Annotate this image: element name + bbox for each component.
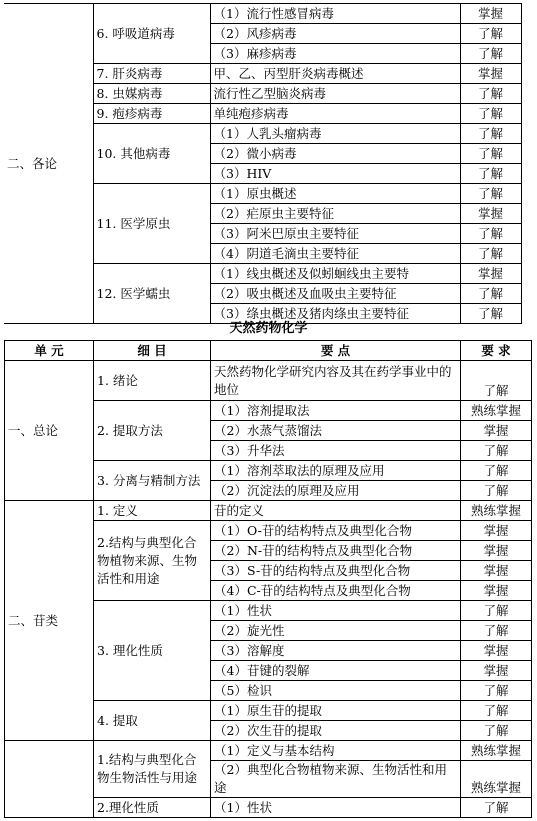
unit-cell: 一、总论 (5, 361, 94, 501)
requirement-cell: 了解 (461, 461, 532, 481)
point-cell: （1）人乳头瘤病毒 (210, 124, 460, 144)
requirement-cell: 熟练掌握 (461, 401, 532, 421)
requirement-cell: 熟练掌握 (461, 741, 532, 761)
requirement-cell: 了解 (460, 24, 521, 44)
requirement-cell: 了解 (460, 124, 521, 144)
requirement-cell: 了解 (460, 164, 521, 184)
requirement-cell: 掌握 (461, 661, 532, 681)
point-cell: （4）阴道毛滴虫主要特征 (210, 244, 460, 264)
requirement-cell: 熟练掌握 (461, 501, 532, 521)
point-cell: （1）定义与基本结构 (211, 741, 461, 761)
point-cell: （1）溶剂提取法 (211, 401, 461, 421)
requirement-cell: 掌握 (461, 521, 532, 541)
requirement-cell: 了解 (460, 44, 521, 64)
point-cell: （1）溶剂萃取法的原理及应用 (211, 461, 461, 481)
point-cell: （4）苷键的裂解 (211, 661, 461, 681)
table-row (4, 4, 521, 24)
requirement-cell: 了解 (460, 304, 521, 324)
point-cell: （1）性状 (211, 798, 461, 818)
point-cell: （3）升华法 (211, 441, 461, 461)
unit-cell: 二、苷类 (5, 501, 94, 741)
header-detail: 细 目 (94, 341, 211, 361)
requirement-cell: 掌握 (461, 541, 532, 561)
table-row (5, 741, 532, 761)
point-cell: （2）水蒸气蒸馏法 (211, 421, 461, 441)
table-row (5, 361, 532, 401)
requirement-cell: 了解 (460, 144, 521, 164)
point-cell: （2）典型化合物植物来源、生物活性和用途 (211, 761, 461, 798)
requirement-cell: 了解 (461, 701, 532, 721)
detail-cell: 2.理化性质 (94, 798, 211, 818)
point-cell: 流行性乙型脑炎病毒 (210, 84, 460, 104)
requirement-cell: 了解 (460, 224, 521, 244)
point-cell: （2）沉淀法的原理及应用 (211, 481, 461, 501)
point-cell: 天然药物化学研究内容及其在药学事业中的地位 (211, 361, 461, 401)
point-cell: 苷的定义 (211, 501, 461, 521)
detail-cell: 1. 绪论 (94, 361, 211, 401)
requirement-cell: 掌握 (461, 561, 532, 581)
detail-cell: 3. 分离与精制方法 (94, 461, 211, 501)
detail-cell: 10. 其他病毒 (93, 124, 210, 184)
requirement-cell: 了解 (460, 184, 521, 204)
detail-cell: 4. 提取 (94, 701, 211, 741)
requirement-cell: 了解 (460, 104, 521, 124)
table-row (5, 501, 532, 521)
point-cell: （2）疟原虫主要特征 (210, 204, 460, 224)
detail-cell: 3. 理化性质 (94, 601, 211, 701)
header-point: 要 点 (211, 341, 461, 361)
point-cell: （2）N-苷的结构特点及典型化合物 (211, 541, 461, 561)
point-cell: 单纯疱疹病毒 (210, 104, 460, 124)
requirement-cell: 了解 (461, 621, 532, 641)
requirement-cell: 了解 (461, 601, 532, 621)
point-cell: （1）原虫概述 (210, 184, 460, 204)
point-cell: （2）风疹病毒 (210, 24, 460, 44)
header-row (5, 341, 532, 361)
natural-medicinal-chemistry-table (4, 340, 532, 818)
section-title: 天然药物化学 (229, 321, 308, 336)
requirement-cell: 掌握 (460, 204, 521, 224)
point-cell: （1）线虫概述及似蚓蛔线虫主要特 (210, 264, 460, 284)
detail-cell: 8. 虫媒病毒 (93, 84, 210, 104)
detail-cell: 9. 疱疹病毒 (93, 104, 210, 124)
requirement-cell: 了解 (461, 681, 532, 701)
requirement-cell: 了解 (460, 244, 521, 264)
point-cell: （4）C-苷的结构特点及典型化合物 (211, 581, 461, 601)
requirement-cell: 了解 (461, 441, 532, 461)
point-cell: （1）原生苷的提取 (211, 701, 461, 721)
unit-cell: 二、各论 (4, 4, 93, 324)
requirement-cell: 了解 (461, 721, 532, 741)
point-cell: （3）绦虫概述及猪肉绦虫主要特征 (210, 304, 460, 324)
point-cell: （3）溶解度 (211, 641, 461, 661)
point-cell: （2）微小病毒 (210, 144, 460, 164)
requirement-cell: 了解 (461, 798, 532, 818)
detail-cell: 11. 医学原虫 (93, 184, 210, 264)
point-cell: （2）旋光性 (211, 621, 461, 641)
detail-cell: 6. 呼吸道病毒 (93, 4, 210, 64)
header-requirement: 要 求 (461, 341, 532, 361)
detail-cell: 1.结构与典型化合物生物活性与用途 (94, 741, 211, 798)
detail-cell: 2. 提取方法 (94, 401, 211, 461)
detail-cell: 2.结构与典型化合物植物来源、生物活性和用途 (94, 521, 211, 601)
requirement-cell: 掌握 (461, 581, 532, 601)
detail-cell: 7. 肝炎病毒 (93, 64, 210, 84)
point-cell: （2）次生苷的提取 (211, 721, 461, 741)
requirement-cell: 掌握 (460, 64, 521, 84)
requirement-cell: 掌握 (461, 421, 532, 441)
requirement-cell: 了解 (461, 481, 532, 501)
point-cell: （1）流行性感冒病毒 (210, 4, 460, 24)
point-cell: （1）性状 (211, 601, 461, 621)
detail-cell: 12. 医学蠕虫 (93, 264, 210, 324)
requirement-cell: 了解 (460, 284, 521, 304)
requirement-cell: 熟练掌握 (461, 761, 532, 798)
requirement-cell: 掌握 (460, 4, 521, 24)
requirement-cell: 了解 (461, 361, 532, 401)
unit-cell (5, 741, 94, 818)
point-cell: （1）O-苷的结构特点及典型化合物 (211, 521, 461, 541)
microbiology-table (4, 3, 522, 324)
header-unit: 单 元 (5, 341, 94, 361)
requirement-cell: 掌握 (461, 641, 532, 661)
point-cell: （3）HIV (210, 164, 460, 184)
requirement-cell: 掌握 (460, 264, 521, 284)
point-cell: （3）麻疹病毒 (210, 44, 460, 64)
requirement-cell: 了解 (460, 84, 521, 104)
detail-cell: 1. 定义 (94, 501, 211, 521)
point-cell: （5）检识 (211, 681, 461, 701)
point-cell: （2）吸虫概述及血吸虫主要特征 (210, 284, 460, 304)
point-cell: （3）阿米巴原虫主要特征 (210, 224, 460, 244)
point-cell: （3）S-苷的结构特点及典型化合物 (211, 561, 461, 581)
point-cell: 甲、乙、丙型肝炎病毒概述 (210, 64, 460, 84)
